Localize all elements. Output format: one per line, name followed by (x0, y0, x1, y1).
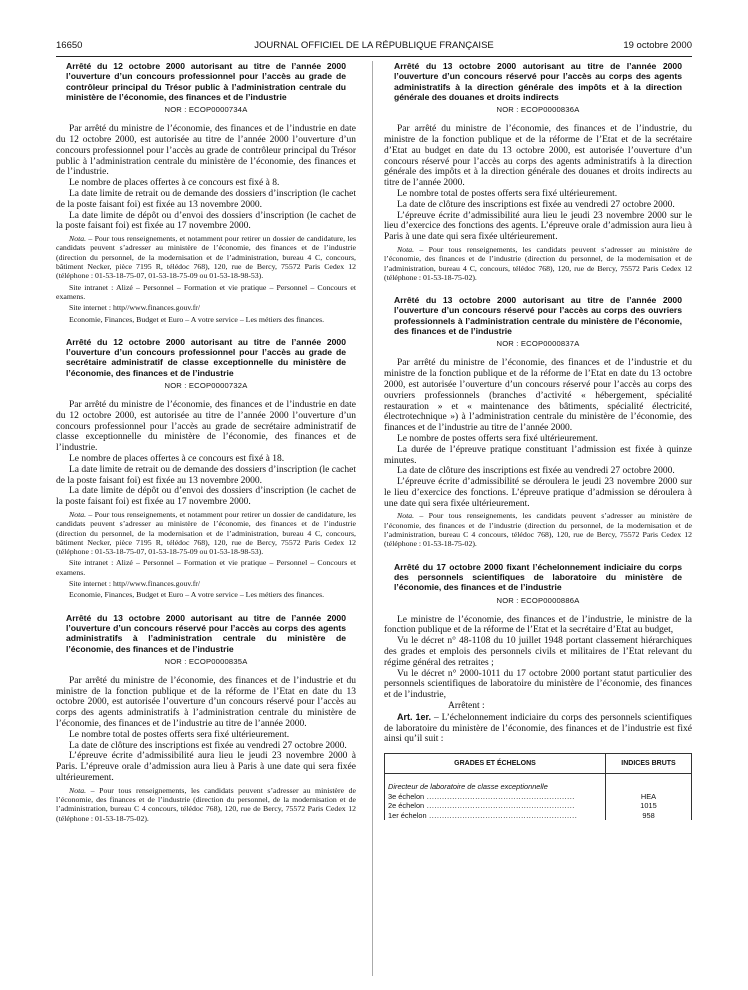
paragraph: L’épreuve écrite d’admissibilité se déroulera le jeudi 23 novembre 2000 sur le lieu d’exercice des fonctions. L’épreuve pratique d’admission se déroulera à une date qui sera fixée ultérieurement. (384, 477, 692, 509)
nota-text: – Pour tous renseignements, les candidats peuvent s’adresser au ministère de l’économie, des finances et de l’industrie (direction du personnel, de la modernisation et de l’administration, bureau 4 C, concours, télédoc 768), 120, rue de Bercy, 75572 Paris Cedex 12 (téléphone : 01-53-18-75-02). (384, 244, 692, 282)
nota-label: Nota. (69, 509, 87, 519)
arretent-line: Arrêtent : (448, 700, 485, 711)
paragraph: La date limite de dépôt ou d’envoi des dossiers d’inscription (le cachet de la poste faisant foi) est fixée au 17 novembre 2000. (56, 486, 356, 508)
nota (384, 511, 692, 548)
column-header-grades: GRADES ET ÉCHELONS (385, 754, 606, 774)
nota (56, 786, 356, 823)
table-row (385, 811, 692, 821)
paragraph: Le nombre total de postes offerts sera fixé ultérieurement. (397, 188, 618, 199)
paragraph: Par arrêté du ministre de l’économie, des finances et de l’industrie, du ministre de la fonction publique et de la réforme de l’Etat et de la secrétaire d’Etat au budget en date du 13 octobre 2000, est autorisée l’ouverture d’un concours réservé pour l’accès au corps des agents administratifs à la direction générale des impôts et à la direction générale des douanes et droits indirects au titre de l’année 2000. (384, 124, 692, 189)
nota-label: Nota. (397, 244, 415, 254)
echelon-label: 2e échelon ..... (388, 801, 602, 811)
page-header (56, 40, 692, 54)
nor-reference: NOR : ECOP0000836A (496, 105, 580, 115)
table-row (385, 774, 692, 792)
article (56, 337, 356, 600)
echelon-cell (385, 801, 606, 811)
paragraph: Vu le décret n° 2000-1011 du 17 octobre 2000 portant statut particulier des personnels scientifiques de laboratoire du ministère de l’économie, des finances et de l’industrie, (384, 668, 692, 701)
article (56, 61, 356, 324)
article (384, 562, 692, 820)
nota-label: Nota. (397, 511, 415, 521)
nota-text: – Pour tous renseignements, les candidats peuvent s’adresser au ministère de l’économie, des finances et de l’industrie (direction du personnel, de la modernisation et de l’administration, bureau C 4 concours, télédoc 768), 120, rue de Bercy, 75572 Paris Cedex 12 (téléphone : 01-53-18-75-02). (56, 785, 356, 823)
paragraph: Le ministre de l’économie, des finances et de l’industrie, le ministre de la fonction publique et de la réforme de l’Etat et la secrétaire d’Etat au budget, (384, 614, 692, 636)
grades-table (384, 753, 692, 820)
paragraph: La date de clôture des inscriptions est fixée au vendredi 27 octobre 2000. (69, 740, 347, 751)
nor-reference: NOR : ECOP0000837A (496, 339, 580, 349)
paragraph: La date de clôture des inscriptions est fixée au vendredi 27 octobre 2000. (397, 466, 675, 477)
internet-line: Site internet : http//www.finances.gouv.fr/ (69, 579, 201, 589)
article-title: Arrêté du 13 octobre 2000 autorisant au titre de l’année 2000 l’ouverture d’un concours réservé pour l’accès au corps des agents administratifs à la direction générale des impôts et à la direction générale des douanes et droits indirects (394, 61, 682, 102)
paragraph: La date de clôture des inscriptions est fixée au vendredi 27 octobre 2000. (397, 199, 675, 210)
nota-text: – Pour tous renseignements, et notamment pour retirer un dossier de candidature, les candidats peuvent s’adresser au ministère de l’économie, des finances et de l’industrie (direction du personnel, de la modernisation et de l’administration, bureau 4 C, concours, bâtiment Necker, pièce 7195 R, télédoc 768), 120, rue de Bercy, 75572 Paris Cedex 12 (téléphone : 01-53-18-75-07, 01-53-18-75-09 ou 01-53-18-98-53). (56, 509, 356, 557)
paragraph: Le nombre de places offertes à ce concours est fixé à 8. (69, 178, 280, 189)
paragraph: La durée de l’épreuve pratique constituant l’admission est fixée à quinze minutes. (384, 444, 692, 466)
indice-cell: HEA (606, 792, 692, 802)
paragraph: Le nombre total de postes offerts sera fixé ultérieurement. (69, 729, 290, 740)
echelon-cell (385, 792, 606, 802)
paragraph: Par arrêté du ministre de l’économie, des finances et de l’industrie en date du 12 octobre 2000, est autorisée au titre de l’année 2000 l’ouverture d’un concours professionnel pour l’accès au grade de contrôleur principal du Trésor public à l’administration centrale du ministère de l’économie, des finances et de l’industrie. (56, 124, 356, 178)
article-text: – L’échelonnement indiciaire du corps des personnels scientifiques de laboratoire du ministère de l’économie, des finances et de l’industrie est fixé ainsi qu’il suit : (384, 712, 692, 745)
service-line: Economie, Finances, Budget et Euro – A votre service – Les métiers des finances. (69, 590, 325, 600)
article-label: Art. 1er. (397, 711, 432, 722)
journal-title: JOURNAL OFFICIEL DE LA RÉPUBLIQUE FRANÇAISE (254, 40, 494, 51)
paragraph: L’épreuve écrite d’admissibilité aura lieu le jeudi 23 novembre 2000 à Paris. L’épreuve orale d’admission aura lieu à Paris à une date qui sera fixée ultérieurement. (56, 751, 356, 784)
article-title: Arrêté du 12 octobre 2000 autorisant au titre de l’année 2000 l’ouverture d’un concours professionnel pour l’accès au grade de contrôleur principal du Trésor public à l’administration centrale du ministère de l’économie, des finances et de l’industrie (66, 61, 346, 102)
service-line: Economie, Finances, Budget et Euro – A votre service – Les métiers des finances. (69, 314, 325, 324)
nota-text: – Pour tous renseignements, et notamment pour retirer un dossier de candidature, les candidats peuvent s’adresser au ministère de l’économie, des finances et de l’industrie (direction du personnel, de la modernisation et de l’administration, bureau 4 C, concours, bâtiment Necker, pièce 7195 R, télédoc 768), 120, rue de Bercy, 75572 Paris Cedex 12 (téléphone : 01-53-18-75-07, 01-53-18-75-09 ou 01-53-18-98-53). (56, 234, 356, 281)
intranet-line: Site intranet : Alizé – Personnel – Formation et vie pratique – Personnel – Concours et examens. (56, 558, 356, 577)
nota-label: Nota. (69, 234, 87, 244)
table-row (385, 792, 692, 802)
table-header-row (385, 754, 692, 774)
indice-cell: 1015 (606, 801, 692, 811)
echelon-label: 3e échelon ..... (388, 792, 602, 802)
issue-date: 19 octobre 2000 (623, 40, 692, 51)
nota (56, 234, 356, 280)
paragraph: Par arrêté du ministre de l’économie, des finances et de l’industrie et du ministre de la fonction publique et de la réforme de l’Etat en date du 13 octobre 2000, est autorisée l’ouverture d’un concours réservé pour l’accès au corps des ouvriers professionnels (branches d’activité « hébergement, spécialité restauration » et « maintenance des bâtiments, spécialité électricité, électrotechnique ») à l’administration centrale du ministère de l’économie, des finances et de l’industrie au titre de l’année 2000. (384, 358, 692, 434)
right-column (384, 61, 692, 976)
paragraph: Par arrêté du ministre de l’économie, des finances et de l’industrie et du ministre de la fonction publique et de la réforme de l’Etat en date du 13 octobre 2000, est autorisée l’ouverture d’un concours réservé pour l’accès au corps des agents administratifs à l’administration centrale du ministère de l’économie, des finances et de l’industrie au titre de l’année 2000. (56, 675, 356, 730)
article-1 (384, 712, 692, 745)
indice-cell: 958 (606, 811, 692, 821)
nor-reference: NOR : ECOP0000835A (164, 656, 248, 666)
column-divider (372, 61, 373, 976)
paragraph: La date limite de retrait ou de demande des dossiers d’inscription (le cachet de la poste faisant foi) est fixée au 13 novembre 2000. (56, 188, 356, 210)
paragraph: Le nombre de places offertes à ce concours est fixé à 18. (69, 454, 285, 464)
echelon-cell (385, 811, 606, 821)
paragraph: L’épreuve écrite d’admissibilité aura lieu le jeudi 23 novembre 2000 sur le lieu d’exercice des fonctions des agents. L’épreuve orale d’admission aura lieu à Paris à une date qui sera fixée ultérieurement. (384, 210, 692, 243)
paragraph: La date limite de dépôt ou d’envoi des dossiers d’inscription (le cachet de la poste faisant foi) est fixée au 17 novembre 2000. (56, 210, 356, 232)
paragraph: Vu le décret n° 48-1108 du 10 juillet 1948 portant classement hiérarchiques des grades et emplois des personnels civils et militaires de l’Etat relevant du régime général des retraites ; (384, 636, 692, 668)
empty-cell (606, 774, 692, 792)
paragraph: Le nombre de postes offerts sera fixé ultérieurement. (397, 433, 598, 444)
nota-text: – Pour tous renseignements, les candidats peuvent s’adresser au ministère de l’économie, des finances et de l’industrie (direction du personnel, de la modernisation et de l’administration, bureau C 4 concours, télédoc 768), 120, rue de Bercy, 75572 Paris Cedex 12 (téléphone : 01-53-18-75-02). (384, 511, 692, 549)
article (384, 295, 692, 549)
intranet-line: Site intranet : Alizé – Personnel – Formation et vie pratique – Personnel – Concours et examens. (56, 282, 356, 301)
article-title: Arrêté du 17 octobre 2000 fixant l’échelonnement indiciaire du corps des personnels scientifiques de laboratoire du ministère de l’économie, des finances et de l’industrie (394, 561, 682, 593)
nota-label: Nota. (69, 785, 87, 795)
grade-name: Directeur de laboratoire de classe exceptionnelle (385, 774, 606, 792)
article (56, 613, 356, 823)
paragraph: Par arrêté du ministre de l’économie, des finances et de l’industrie en date du 12 octobre 2000, est autorisée au titre de l’année 2000 l’ouverture d’un concours professionnel pour l’accès au grade de secrétaire administratif de classe exceptionnelle du ministère de l’économie, des finances et de l’industrie. (56, 400, 356, 454)
echelon-label: 1er échelon ..... (388, 811, 602, 821)
nor-reference: NOR : ECOP0000732A (164, 381, 248, 391)
page-number: 16650 (56, 40, 83, 51)
article-title: Arrêté du 12 octobre 2000 autorisant au titre de l’année 2000 l’ouverture d’un concours professionnel pour l’accès au grade de secrétaire administratif de classe exceptionnelle du ministère de l’économie, des finances et de l’industrie (66, 336, 346, 378)
left-column (56, 61, 356, 976)
header-rule (56, 56, 692, 57)
nor-reference: NOR : ECOP0000886A (496, 595, 580, 605)
article (384, 61, 692, 282)
nota (56, 510, 356, 556)
table-row (385, 801, 692, 811)
nota (384, 245, 692, 282)
paragraph: La date limite de retrait ou de demande des dossiers d’inscription (le cachet de la poste faisant foi) est fixée au 13 novembre 2000. (56, 464, 356, 486)
nor-reference: NOR : ECOP0000734A (164, 105, 248, 115)
article-title: Arrêté du 13 octobre 2000 autorisant au titre de l’année 2000 l’ouverture d’un concours réservé pour l’accès au corps des agents administratifs à l’administration centrale du ministère de l’économie, des finances et de l’industrie (66, 612, 346, 654)
article-title: Arrêté du 13 octobre 2000 autorisant au titre de l’année 2000 l’ouverture d’un concours réservé pour l’accès au corps des ouvriers professionnels à l’administration centrale du ministère de l’économie, des finances et de l’industrie (394, 295, 682, 337)
column-header-indices: INDICES BRUTS (606, 754, 692, 774)
internet-line: Site internet : http//www.finances.gouv.fr/ (69, 303, 201, 313)
